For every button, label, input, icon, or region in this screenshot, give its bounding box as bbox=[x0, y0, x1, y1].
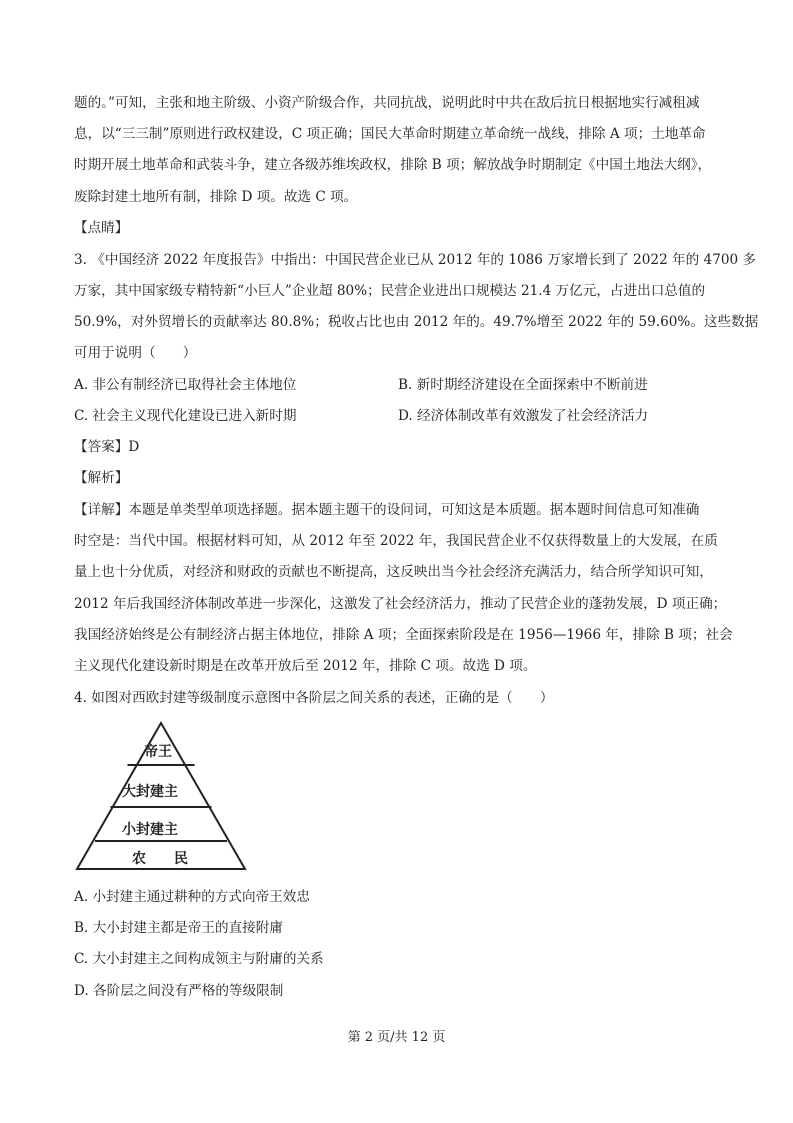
q3-stem-line-1: 3. 《中国经济 2022 年度报告》中指出：中国民营企业已从 2012 年的 1086 万家增长到了 2022 年的 4700 多 bbox=[74, 252, 757, 268]
tier-emperor: 帝王 bbox=[144, 744, 172, 760]
q3-stem-line-3: 50.9%，对外贸增长的贡献率达 80.8%；税收占比也由 2012 年的。49.7%增至 2022 年的 59.60%。这些数据 bbox=[74, 314, 759, 330]
q3-stem-line-2: 万家，其中国家级专精特新“小巨人”企业超 80%；民营企业进出口规模达 21.4 万亿元，占进出口总值的 bbox=[74, 283, 706, 299]
prev-explanation-line-1: 题的。”可知，主张和地主阶级、小资产阶级合作，共同抗战，说明此时中共在敌后抗日根据地实行减租减 bbox=[74, 95, 700, 111]
answer-value: D bbox=[128, 439, 140, 455]
q3-explanation-line-2: 时空是：当代中国。根据材料可知，从 2012 年至 2022 年，我国民营企业不仅获得数量上的大发展，在质 bbox=[74, 533, 718, 549]
dianjing-tag: 【点睛】 bbox=[74, 220, 129, 236]
q3-option-c: C. 社会主义现代化建设已进入新时期 bbox=[74, 408, 297, 424]
q4-option-b: B. 大小封建主都是帝王的直接附庸 bbox=[74, 920, 283, 936]
q3-stem-line-4: 可用于说明（ ） bbox=[74, 345, 197, 361]
answer-tag: 【答案】 bbox=[74, 439, 129, 455]
q4-option-a: A. 小封建主通过耕种的方式向帝王效忠 bbox=[74, 889, 310, 905]
q3-explanation-line-1: 【详解】本题是单类型单项选择题。据本题主题干的设问词，可知这是本质题。据本题时间信息可知准确 bbox=[74, 502, 700, 518]
q3-answer bbox=[74, 437, 139, 457]
prev-explanation-line-2: 息，以“三三制”原则进行政权建设，C 项正确；国民大革命时期建立革命统一战线，排除 A 项；土地革命 bbox=[74, 126, 706, 142]
tier-peasants: 农 民 bbox=[132, 851, 188, 867]
q3-option-b: B. 新时期经济建设在全面探索中不断前进 bbox=[398, 377, 648, 393]
q4-option-c: C. 大小封建主之间构成领主与附庸的关系 bbox=[74, 951, 324, 967]
prev-explanation-line-4: 废除封建土地所有制，排除 D 项。故选 C 项。 bbox=[74, 189, 358, 205]
tier-lesser-lords: 小封建主 bbox=[122, 822, 178, 838]
q4-option-d: D. 各阶层之间没有严格的等级限制 bbox=[74, 983, 284, 999]
q3-explanation-line-6: 主义现代化建设新时期是在改革开放后至 2012 年，排除 C 项。故选 D 项。 bbox=[74, 658, 537, 674]
q3-explanation-line-4: 2012 年后我国经济体制改革进一步深化，这激发了社会经济活力，推动了民营企业的蓬勃发展，D 项正确； bbox=[74, 596, 727, 612]
q4-stem: 4. 如图对西欧封建等级制度示意图中各阶层之间关系的表述，正确的是（ ） bbox=[74, 690, 554, 706]
feudal-hierarchy-pyramid bbox=[70, 720, 250, 872]
tier-great-lords: 大封建主 bbox=[122, 784, 178, 800]
page-number: 第 2 页/共 12 页 bbox=[347, 1030, 446, 1045]
q3-explanation-line-5: 我国经济始终是公有制经济占据主体地位，排除 A 项；全面探索阶段是在 1956—1966 年，排除 B 项；社会 bbox=[74, 627, 733, 643]
q3-option-d: D. 经济体制改革有效激发了社会经济活力 bbox=[398, 408, 649, 424]
q3-analysis-tag: 【解析】 bbox=[74, 470, 129, 486]
q3-explanation-line-3: 量上也十分优质，对经济和财政的贡献也不断提高，这反映出当今社会经济充满活力，结合所学知识可知， bbox=[74, 564, 713, 580]
q3-option-a: A. 非公有制经济已取得社会主体地位 bbox=[74, 377, 297, 393]
prev-explanation-line-3: 时期开展土地革命和武装斗争，建立各级苏维埃政权，排除 B 项；解放战争时期制定《中国土地法大纲》， bbox=[74, 157, 712, 173]
